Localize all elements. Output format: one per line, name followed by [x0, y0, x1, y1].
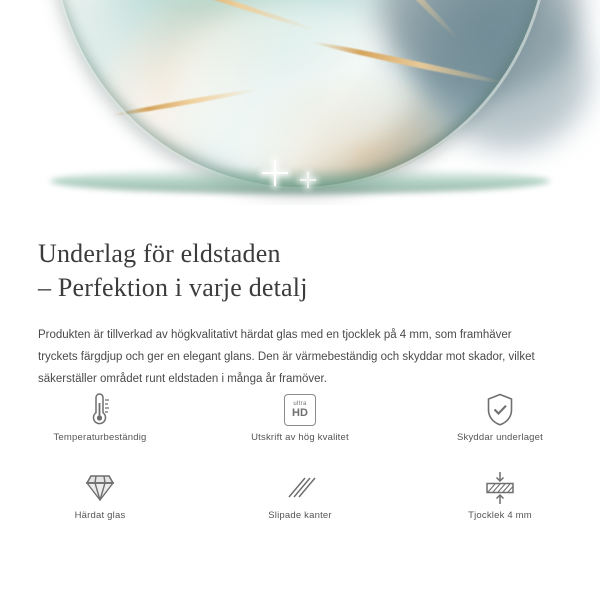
- glass-edge-highlight: [50, 0, 550, 190]
- page-title: [0, 205, 600, 306]
- badge-bottom-text: HD: [292, 407, 308, 419]
- product-description-block: [0, 205, 600, 391]
- glass-bottom-edge: [50, 168, 550, 194]
- feature-item-print-quality: [200, 388, 400, 466]
- shield-check-icon: [484, 388, 516, 432]
- diamond-icon: [82, 466, 118, 510]
- feature-item-tempered-glass: [0, 466, 200, 544]
- headline-line-2: – Perfektion i varje detalj: [38, 273, 308, 303]
- headline-line-1: Underlag för eldstaden: [38, 239, 281, 268]
- description-paragraph: Produkten är tillverkad av högkvalitativt härdat glas med en tjocklek på 4 mm, som framhäver tryckets färgdjup och ger en elegant glans. Den är värmebeständig och skyddar mot skador, vilket säkerställer området runt eldstaden i många år framöver.: [38, 328, 535, 386]
- feature-grid: [0, 388, 600, 544]
- feature-label: Slipade kanter: [268, 510, 332, 521]
- badge-top-text: ultra: [293, 401, 307, 407]
- ultra-hd-badge-icon: [284, 388, 316, 432]
- polished-edges-icon: [283, 466, 317, 510]
- feature-label: Skyddar underlaget: [457, 432, 543, 443]
- thickness-arrows-icon: [482, 466, 518, 510]
- hero-product-image: [0, 0, 600, 205]
- thermometer-icon: [83, 388, 117, 432]
- glass-board-graphic: [50, 0, 550, 190]
- feature-label: Härdat glas: [74, 510, 126, 521]
- feature-item-temperature: [0, 388, 200, 466]
- feature-item-polished-edges: [200, 466, 400, 544]
- feature-label: Utskrift av hög kvalitet: [251, 432, 349, 443]
- feature-item-surface-protection: [400, 388, 600, 466]
- feature-label: Tjocklek 4 mm: [468, 510, 532, 521]
- feature-label: Temperaturbeständig: [53, 432, 147, 443]
- feature-item-thickness: [400, 466, 600, 544]
